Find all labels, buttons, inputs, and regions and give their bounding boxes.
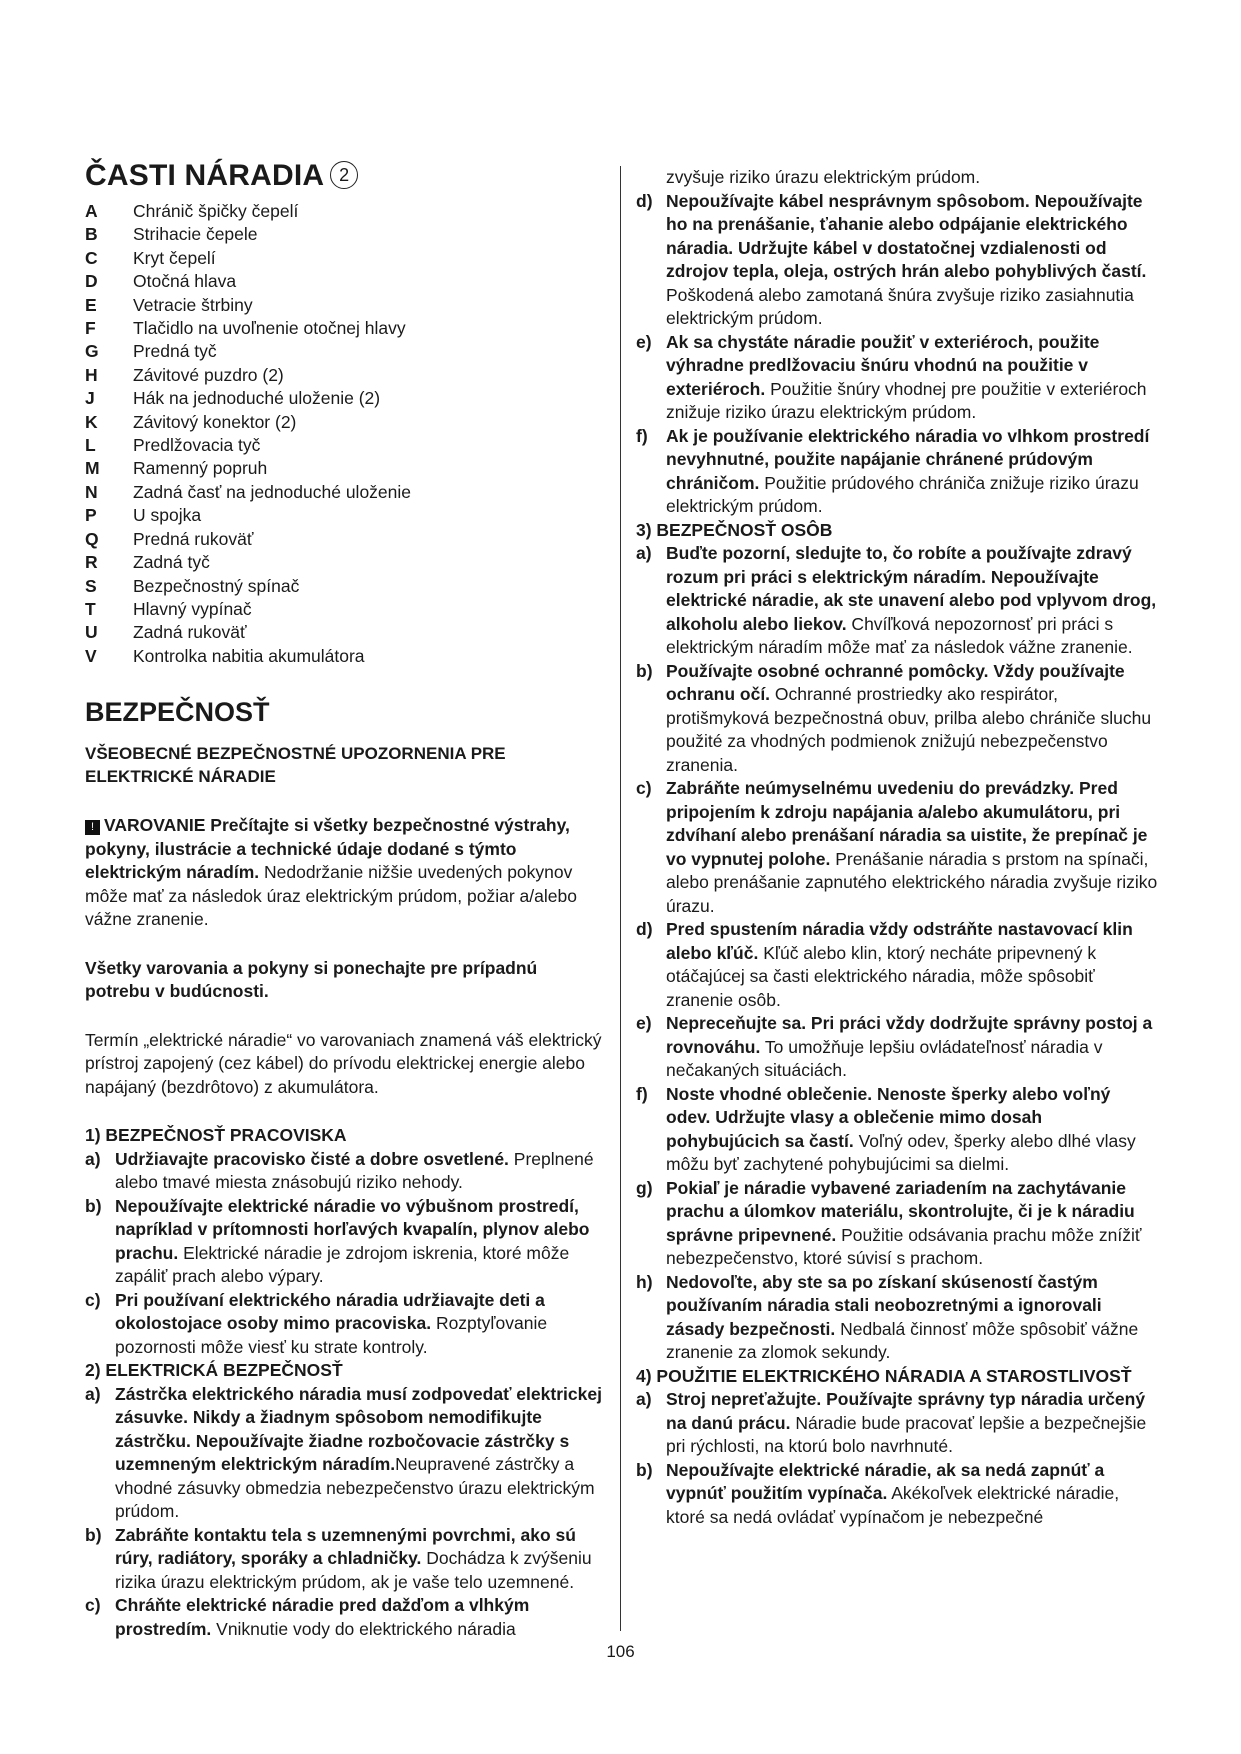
item-text: Zabráňte neúmyselnému uvedeniu do prevádzky. Pred pripojením k zdroju napájania a/alebo akumulátoru, pri zdvíhaní alebo prenášaní náradia sa uistite, že prepínač je vo vypnutej polohe. Prenášanie náradia s prstom na spínači, alebo prenášanie zapnutého elektrického náradia zvyšuje riziko úrazu. <box>666 778 1158 916</box>
safety-item <box>636 918 1158 1012</box>
item-letter: a) <box>636 1389 652 1409</box>
part-label: Vetracie štrbiny <box>133 294 253 315</box>
safety-item <box>85 1195 605 1289</box>
item-letter: a) <box>636 543 652 563</box>
safety-item <box>85 1524 605 1595</box>
item-letter: f) <box>636 1083 648 1104</box>
part-row <box>85 294 605 317</box>
safety-item <box>636 1083 1158 1177</box>
part-label: Chránič špičky čepelí <box>133 201 299 221</box>
item-text: Zabráňte kontaktu tela s uzemnenými povrchmi, ako sú rúry, radiátory, sporáky a chladničky. Dochádza k zvýšeniu rizika úrazu elektrickým prúdom, ak je vaše telo uzemnené. <box>115 1524 592 1592</box>
part-label: Ramenný popruh <box>133 458 268 479</box>
part-label: Hák na jednoduché uloženie (2) <box>133 388 381 409</box>
right-column <box>636 166 1158 1529</box>
item-letter: b) <box>636 660 653 681</box>
part-label: Závitový konektor (2) <box>133 411 297 432</box>
personal-items <box>636 542 1158 1365</box>
section-electrical: 2) ELEKTRICKÁ BEZPEČNOSŤ <box>85 1360 343 1381</box>
item-text: Udržiavajte pracovisko čisté a dobre osvetlené. Preplnené alebo tmavé miesta znásobujú riziko nehody. <box>115 1148 594 1193</box>
part-key: D <box>85 271 98 292</box>
part-key: J <box>85 388 95 409</box>
safety-item <box>636 1177 1158 1271</box>
part-label: Kontrolka nabitia akumulátora <box>133 645 365 666</box>
part-key: L <box>85 435 96 456</box>
item-letter: b) <box>85 1524 102 1545</box>
safety-item <box>636 1459 1158 1530</box>
part-row <box>85 575 605 598</box>
page-number: 106 <box>606 1642 635 1661</box>
part-label: Zadná tyč <box>133 552 210 573</box>
part-row <box>85 645 605 668</box>
part-label: U spojka <box>133 505 202 526</box>
part-row <box>85 223 605 246</box>
general-safety-title: VŠEOBECNÉ BEZPEČNOSTNÉ UPOZORNENIA PRE ELEKTRICKÉ NÁRADIE <box>85 744 506 787</box>
item-letter: h) <box>636 1271 653 1292</box>
part-label: Predná tyč <box>133 341 217 362</box>
part-label: Zadná rukoväť <box>133 622 247 643</box>
safety-title: BEZPEČNOSŤ <box>85 697 270 728</box>
item-text: Pri používaní elektrického náradia udržiavajte deti a okolostojace osoby mimo pracoviska. Rozptyľovanie pozornosti môže viesť ku strate kontroly. <box>115 1289 548 1357</box>
part-row <box>85 387 605 410</box>
part-label: Bezpečnostný spínač <box>133 575 300 596</box>
safety-item <box>636 1388 1158 1459</box>
electrical-items <box>85 1383 605 1642</box>
item-letter: e) <box>636 1013 652 1033</box>
part-key: P <box>85 505 97 526</box>
warning-paragraph: ! VAROVANIE Prečítajte si všetky bezpečnostné výstrahy, pokyny, ilustrácie a technické údaje dodané s týmto elektrickým náradím. Nedodržanie nižšie uvedených pokynov môže mať za následok úraz elektrickým prúdom, požiar a/alebo vážne zranenie. <box>85 815 577 930</box>
work-area-items <box>85 1148 605 1360</box>
parts-list <box>85 200 605 668</box>
safety-item <box>636 542 1158 660</box>
part-key: E <box>85 294 97 315</box>
safety-item <box>636 190 1158 331</box>
item-letter: a) <box>85 1383 101 1404</box>
item-letter: e) <box>636 331 652 352</box>
electrical-items-continued <box>636 190 1158 519</box>
safety-item <box>636 1271 1158 1365</box>
part-row <box>85 434 605 457</box>
item-text: Nepreceňujte sa. Pri práci vždy dodržujte správny postoj a rovnováhu. To umožňuje lepšiu ovládateľnosť náradia v nečakaných situáciách. <box>666 1013 1153 1080</box>
part-label: Hlavný vypínač <box>133 598 252 619</box>
part-key: V <box>85 645 97 666</box>
part-key: S <box>85 575 97 596</box>
section-tool-use: 4) POUŽITIE ELEKTRICKÉHO NÁRADIA A STAROSTLIVOSŤ <box>636 1365 1132 1386</box>
part-row <box>85 364 605 387</box>
part-row <box>85 317 605 340</box>
part-key: G <box>85 341 99 362</box>
item-letter: f) <box>636 425 648 446</box>
item-letter: c) <box>85 1595 101 1616</box>
item-text: Ak je používanie elektrického náradia vo vlhkom prostredí nevyhnutné, použite napájanie chránené prúdovým chráničom. Použitie prúdového chrániča znižuje riziko úrazu elektrickým prúdom. <box>666 425 1150 516</box>
item-letter: d) <box>636 919 653 939</box>
part-key: K <box>85 411 98 432</box>
part-key: F <box>85 318 96 339</box>
item-letter: c) <box>636 778 652 798</box>
part-label: Predná rukoväť <box>133 528 254 549</box>
part-label: Zadná časť na jednoduché uloženie <box>133 481 412 502</box>
item-text: Zástrčka elektrického náradia musí zodpovedať elektrickej zásuvke. Nikdy a žiadnym spôsobom nemodifikujte zástrčku. Nepoužívajte žiadne rozbočovacie zástrčky s uzemneným elektrickým náradím.Neupravené zástrčky a vhodné zásuvky obmedzia nebezpečenstvo úrazu elektrickým prúdom. <box>115 1383 602 1522</box>
keep-instructions: Všetky varovania a pokyny si ponechajte pre prípadnú potrebu v budúcnosti. <box>85 957 538 1002</box>
item-text: Nedovoľte, aby ste sa po získaní skúseností častým používaním náradia stali neobozretnými a ignorovali zásady bezpečnosti. Nedbalá činnosť môže spôsobiť vážne zranenie za zlomok sekundy. <box>666 1271 1139 1362</box>
part-label: Strihacie čepele <box>133 224 258 245</box>
item-text: Ak sa chystáte náradie použiť v exteriéroch, použite výhradne predlžovaciu šnúru vhodnú na použitie v exteriéroch. Použitie šnúry vhodnej pre použitie v exteriéroch znižuje riziko úrazu elektrickým prúdom. <box>666 331 1147 422</box>
part-row <box>85 481 605 504</box>
safety-item <box>85 1383 605 1524</box>
item-text: Stroj nepreťažujte. Používajte správny typ náradia určený na danú prácu. Náradie bude pracovať lepšie a bezpečnejšie pri rýchlosti, na ktorú bolo navrhnuté. <box>666 1389 1147 1456</box>
part-label: Tlačidlo na uvoľnenie otočnej hlavy <box>133 318 406 339</box>
part-row <box>85 621 605 644</box>
part-label: Predlžovacia tyč <box>133 435 261 456</box>
part-row <box>85 411 605 434</box>
item-letter: a) <box>85 1148 101 1169</box>
item-letter: d) <box>636 190 653 211</box>
safety-item <box>636 331 1158 425</box>
item-letter: c) <box>85 1289 101 1310</box>
part-row <box>85 247 605 270</box>
part-label: Kryt čepelí <box>133 247 216 268</box>
term-definition: Termín „elektrické náradie“ vo varovaniach znamená váš elektrický prístroj zapojený (cez kábel) do prívodu elektrickej energie alebo napájaný (bezdrôtovo) z akumulátora. <box>85 1029 602 1097</box>
item-text: Pokiaľ je náradie vybavené zariadením na zachytávanie prachu a úlomkov materiálu, skontrolujte, či je k náradiu správne pripevnené. Použitie odsávania prachu môže znížiť nebezpečenstvo, ktoré súvisí s prachom. <box>666 1177 1142 1268</box>
part-key: H <box>85 364 98 385</box>
part-row <box>85 340 605 363</box>
parts-title: ČASTI NÁRADIA 2 <box>85 158 605 194</box>
part-label: Závitové puzdro (2) <box>133 364 284 385</box>
safety-item <box>636 777 1158 918</box>
item-letter: b) <box>85 1195 102 1216</box>
safety-item <box>636 660 1158 778</box>
item-text: Nepoužívajte elektrické náradie vo výbušnom prostredí, napríklad v prítomnosti horľavých kvapalín, plynov alebo prachu. Elektrické náradie je zdrojom iskrenia, ktoré môže zapáliť prach alebo výpary. <box>115 1195 590 1287</box>
column-divider <box>620 166 621 1631</box>
item-text: Používajte osobné ochranné pomôcky. Vždy používajte ochranu očí. Ochranné prostriedky ako respirátor, protišmyková bezpečnostná obuv, prilba alebo chrániče sluchu použité za vhodných podmienok znižujú nebezpečenstvo zranenia. <box>666 660 1152 775</box>
continued-text: zvyšuje riziko úrazu elektrickým prúdom. <box>666 167 981 187</box>
part-row <box>85 504 605 527</box>
part-key: T <box>85 598 96 619</box>
part-row <box>85 598 605 621</box>
figure-number: 2 <box>330 161 358 189</box>
part-key: U <box>85 622 98 643</box>
safety-item <box>636 1012 1158 1083</box>
part-key: B <box>85 224 98 245</box>
left-column <box>85 158 605 1641</box>
safety-item <box>85 1148 605 1195</box>
part-key: M <box>85 458 100 479</box>
item-text: Buďte pozorní, sledujte to, čo robíte a používajte zdravý rozum pri práci s elektrickým náradím. Nepoužívajte elektrické náradie, ak ste unavení alebo pod vplyvom drog, alkoholu alebo liekov. Chvíľková nepozornosť pri práci s elektrickým náradím môže mať za následok vážne zranenie. <box>666 543 1157 657</box>
part-key: N <box>85 481 98 502</box>
section-work-area: 1) BEZPEČNOSŤ PRACOVISKA <box>85 1125 347 1146</box>
item-text: Nepoužívajte kábel nesprávnym spôsobom. Nepoužívajte ho na prenášanie, ťahanie alebo odpájanie elektrického náradia. Udržujte kábel v dostatočnej vzdialenosti od zdrojov tepla, oleja, ostrých hrán alebo pohyblivých častí. Poškodená alebo zamotaná šnúra zvyšuje riziko zasiahnutia elektrickým prúdom. <box>666 190 1147 328</box>
part-key: A <box>85 201 98 221</box>
part-row <box>85 457 605 480</box>
part-row <box>85 200 605 223</box>
part-key: Q <box>85 528 99 549</box>
part-row <box>85 528 605 551</box>
safety-item <box>85 1594 605 1641</box>
item-letter: b) <box>636 1459 653 1480</box>
safety-item <box>636 425 1158 519</box>
part-row <box>85 551 605 574</box>
item-text: Chráňte elektrické náradie pred dažďom a vlhkým prostredím. Vniknutie vody do elektrického náradia <box>115 1595 530 1639</box>
part-row <box>85 270 605 293</box>
warning-triangle-icon: ! <box>85 820 100 835</box>
item-text: Nepoužívajte elektrické náradie, ak sa nedá zapnúť a vypnúť použitím vypínača. Akékoľvek elektrické náradie, ktoré sa nedá ovládať vypínačom je nebezpečné <box>666 1459 1120 1527</box>
part-label: Otočná hlava <box>133 271 237 292</box>
section-personal: 3) BEZPEČNOSŤ OSÔB <box>636 519 833 540</box>
safety-item <box>85 1289 605 1360</box>
tool-use-items <box>636 1388 1158 1529</box>
part-key: C <box>85 247 98 268</box>
item-letter: g) <box>636 1177 653 1198</box>
item-text: Noste vhodné oblečenie. Nenoste šperky alebo voľný odev. Udržujte vlasy a oblečenie mimo dosah pohybujúcich sa častí. Voľný odev, šperky alebo dlhé vlasy môžu byť zachytené pohybujúcimi sa dielmi. <box>666 1083 1136 1174</box>
part-key: R <box>85 552 98 573</box>
item-text: Pred spustením náradia vždy odstráňte nastavovací klin alebo kľúč. Kľúč alebo klin, ktorý necháte pripevnený k otáčajúcej sa časti elektrického náradia, môže spôsobiť zranenie osôb. <box>666 919 1133 1010</box>
